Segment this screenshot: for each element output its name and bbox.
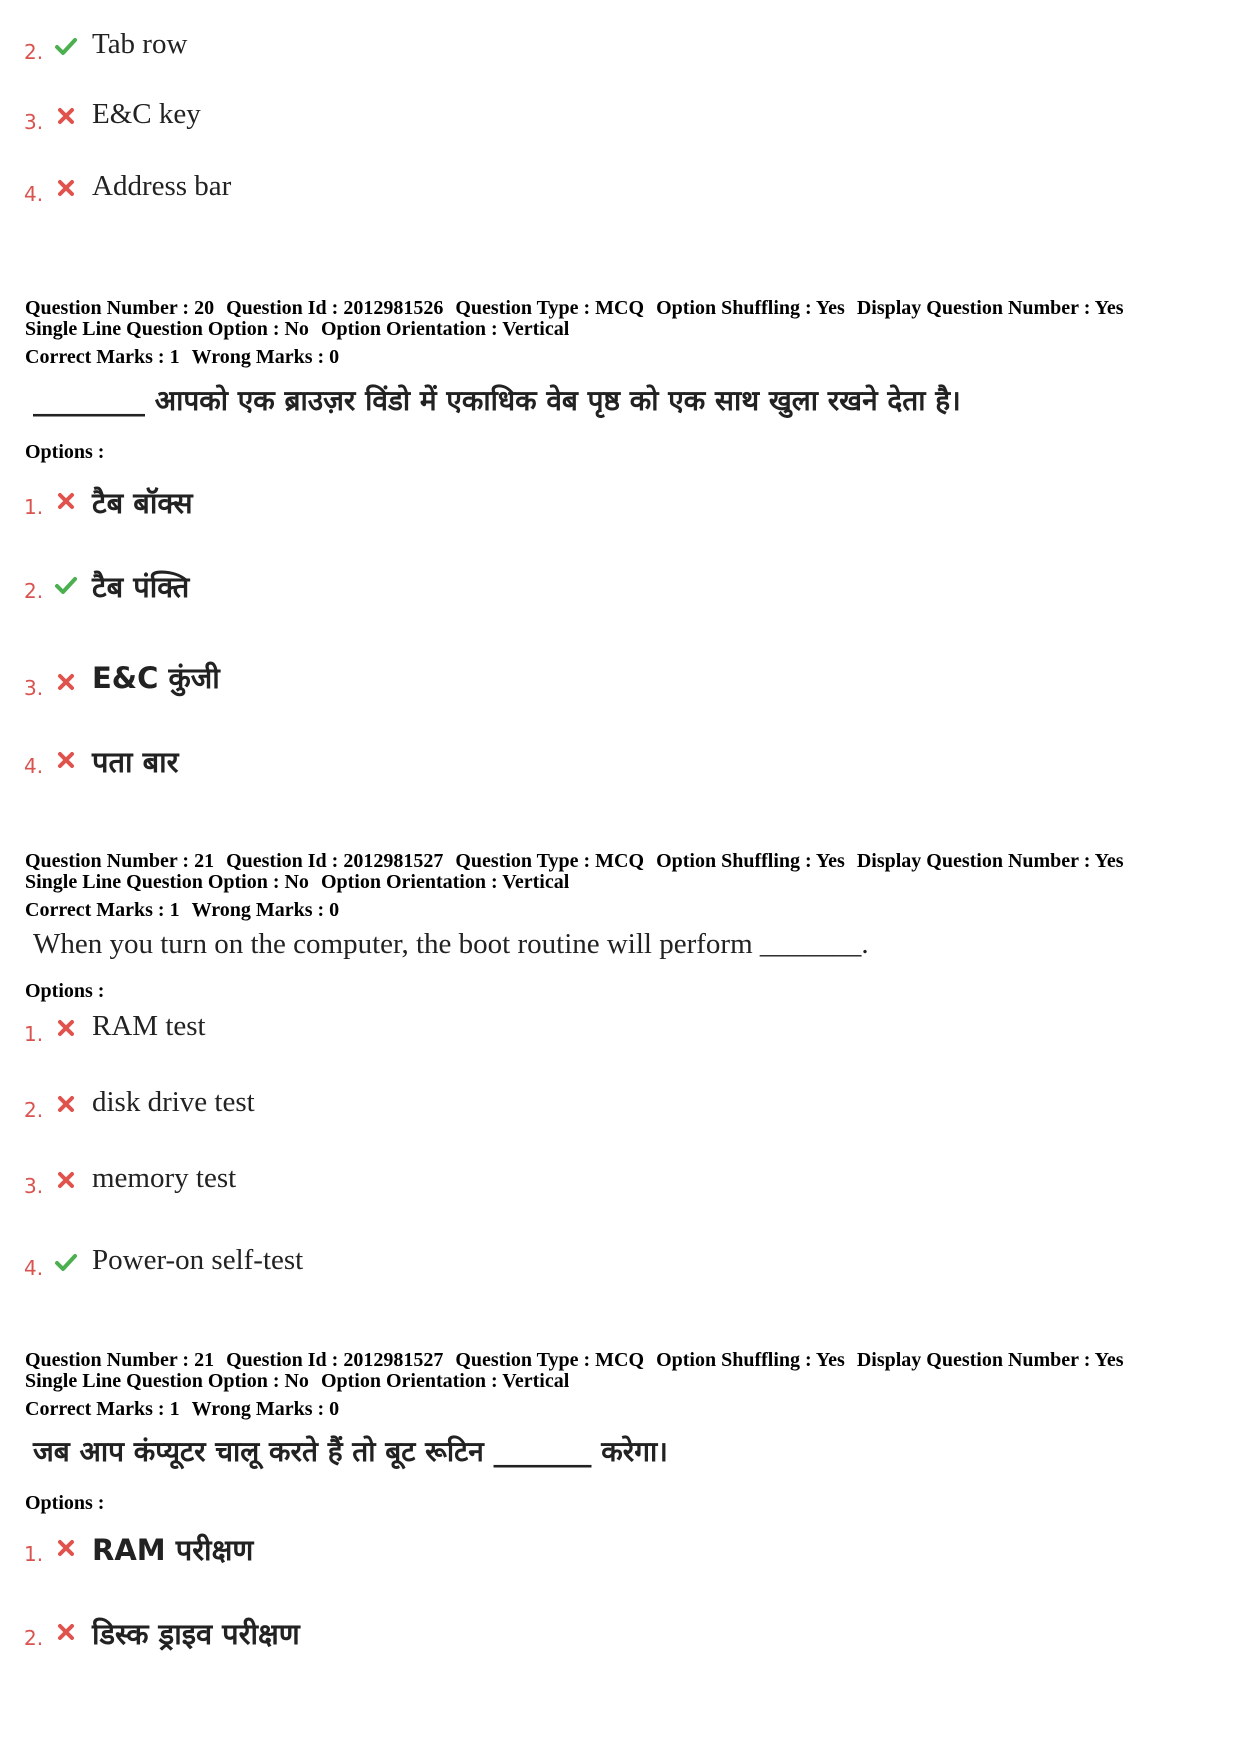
- options-label: Options :: [25, 441, 105, 463]
- option-text: डिस्क ड्राइव परीक्षण: [92, 1617, 300, 1651]
- option-item: [24, 483, 724, 527]
- check-icon: [54, 1250, 78, 1274]
- cross-icon: [54, 670, 78, 694]
- check-icon: [54, 573, 78, 597]
- option-number: 2.: [24, 579, 44, 603]
- question-meta: Question Number : 20 Question Id : 2012981526 Question Type : MCQ Option Shuffling : Yes Display Question Number : Yes Single Line Question Option : No Option Orientation : Vertical Correct Marks : 1 Wrong Marks : 0: [25, 297, 1124, 368]
- option-number: 3.: [24, 110, 44, 134]
- question-meta: Question Number : 21 Question Id : 2012981527 Question Type : MCQ Option Shuffling : Yes Display Question Number : Yes Single Line Question Option : No Option Orientation : Vertical Correct Marks : 1 Wrong Marks : 0: [25, 850, 1124, 921]
- options-label: Options :: [25, 1492, 105, 1514]
- option-item: [24, 1530, 724, 1574]
- option-item: [24, 98, 724, 142]
- option-item: [24, 170, 724, 214]
- option-item: [24, 742, 724, 786]
- option-number: 4.: [24, 754, 44, 778]
- cross-icon: [54, 1016, 78, 1040]
- option-number: 2.: [24, 40, 44, 64]
- option-item: [24, 661, 724, 708]
- option-text: disk drive test: [92, 1086, 255, 1118]
- option-text: memory test: [92, 1162, 237, 1194]
- cross-icon: [54, 176, 78, 200]
- question-text: ________ आपको एक ब्राउज़र विंडो में एकाधिक वेब पृष्ठ को एक साथ खुला रखने देता है।: [33, 384, 961, 417]
- option-number: 2.: [24, 1098, 44, 1122]
- option-item: [24, 1614, 724, 1658]
- option-number: 1.: [24, 1542, 44, 1566]
- option-number: 1.: [24, 495, 44, 519]
- option-text: RAM test: [92, 1010, 206, 1042]
- option-number: 1.: [24, 1022, 44, 1046]
- option-text: E&C key: [92, 98, 201, 130]
- option-item: [24, 1244, 724, 1288]
- cross-icon: [54, 104, 78, 128]
- option-text: RAM परीक्षण: [92, 1533, 254, 1567]
- option-item: [24, 1162, 724, 1206]
- option-item: [24, 1010, 724, 1054]
- option-number: 4.: [24, 1256, 44, 1280]
- question-meta: Question Number : 21 Question Id : 2012981527 Question Type : MCQ Option Shuffling : Yes Display Question Number : Yes Single Line Question Option : No Option Orientation : Vertical Correct Marks : 1 Wrong Marks : 0: [25, 1349, 1124, 1420]
- question-text: जब आप कंप्यूटर चालू करते हैं तो बूट रूटिन _______ करेगा।: [33, 1435, 668, 1468]
- option-number: 3.: [24, 676, 44, 700]
- option-number: 3.: [24, 1174, 44, 1198]
- options-label: Options :: [25, 980, 105, 1002]
- option-text: पता बार: [92, 745, 179, 779]
- option-text: E&C कुंजी: [92, 661, 220, 695]
- question-text: When you turn on the computer, the boot routine will perform _______.: [33, 928, 869, 960]
- option-text: Power-on self-test: [92, 1244, 304, 1276]
- option-text: Address bar: [92, 170, 232, 202]
- option-item: [24, 567, 724, 611]
- option-item: [24, 1086, 724, 1130]
- option-item: [24, 28, 724, 72]
- cross-icon: [54, 1168, 78, 1192]
- option-number: 4.: [24, 182, 44, 206]
- cross-icon: [54, 1536, 78, 1560]
- option-text: टैब पंक्ति: [92, 570, 190, 604]
- option-number: 2.: [24, 1626, 44, 1650]
- check-icon: [54, 34, 78, 58]
- cross-icon: [54, 1092, 78, 1116]
- cross-icon: [54, 748, 78, 772]
- cross-icon: [54, 489, 78, 513]
- cross-icon: [54, 1620, 78, 1644]
- option-text: टैब बॉक्स: [92, 486, 193, 520]
- option-text: Tab row: [92, 28, 188, 60]
